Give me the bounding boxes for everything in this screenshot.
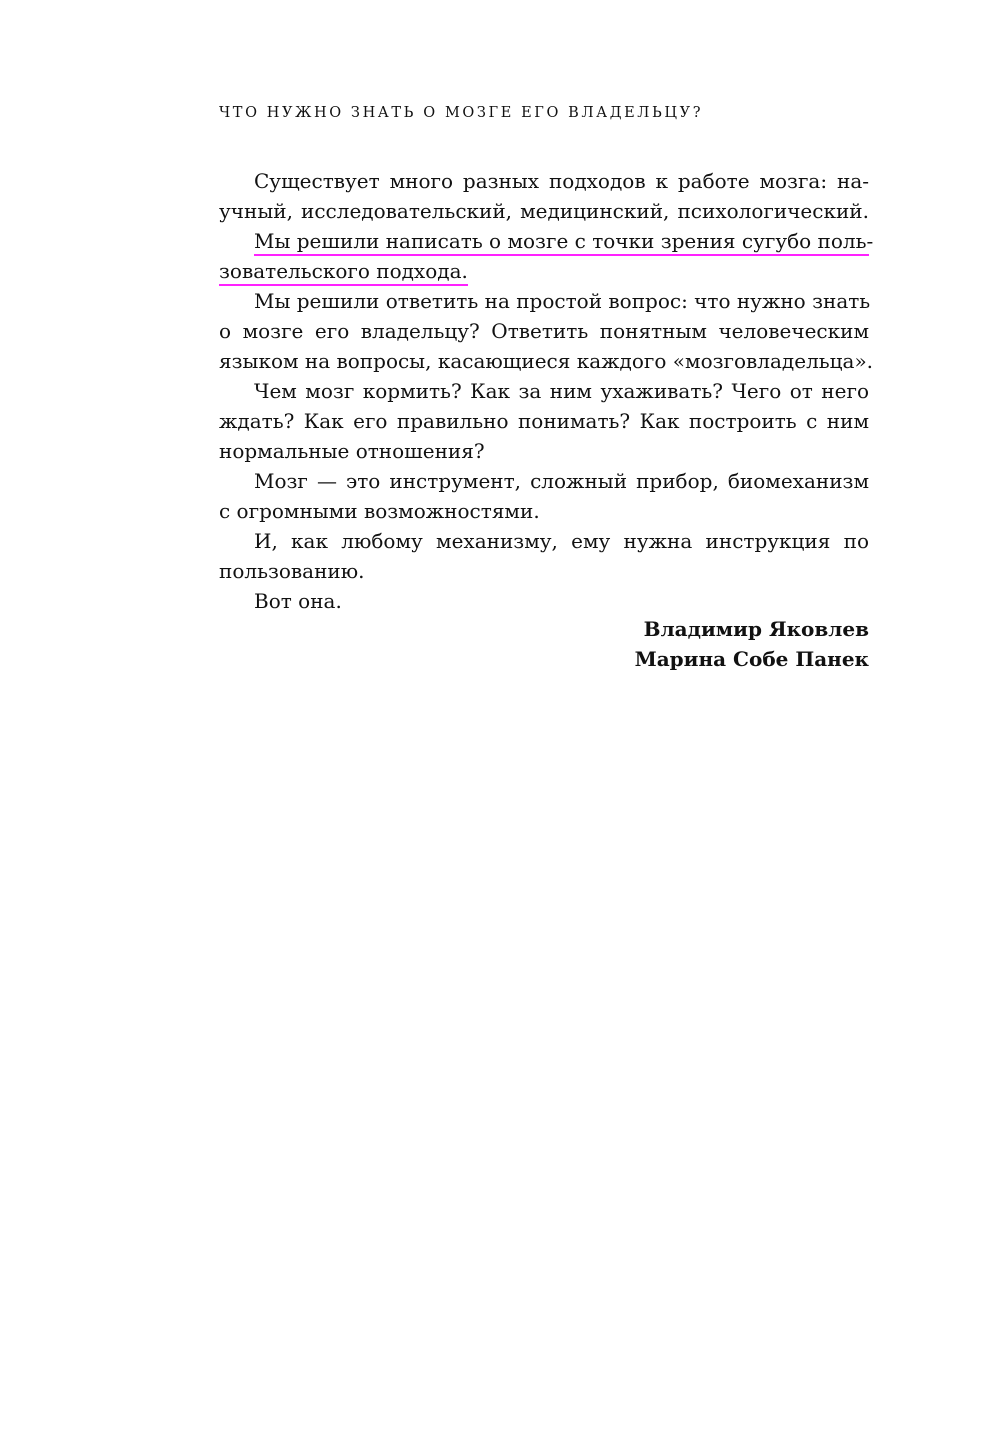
paragraph-1-line-2: учный, исследовательский, медицинский, психологический. [219,199,869,223]
paragraph-3-line-2: о мозге его владельцу? Ответить понятным человеческим [219,319,869,343]
highlighted-text-line-1[interactable]: Мы решили написать о мозге с точки зрения сугубо поль- [254,226,869,256]
paragraph-6-line-1: И, как любому механизму, ему нужна инструкция по [254,529,869,553]
paragraph-5-line-1: Мозг — это инструмент, сложный прибор, биомеханизм [254,469,869,493]
paragraph-6-line-2: пользованию. [219,559,365,583]
body-text [219,166,874,616]
author-name-1: Владимир Яковлев [643,617,869,641]
paragraph-1-line-1: Существует много разных подходов к работе мозга: на- [254,169,869,193]
signature-block [635,614,869,674]
paragraph-4-line-1: Чем мозг кормить? Как за ним ухаживать? Чего от него [254,379,869,403]
paragraph-2-line-2-wrap [219,256,869,286]
running-head: ЧТО НУЖНО ЗНАТЬ О МОЗГЕ ЕГО ВЛАДЕЛЬЦУ? [219,105,704,121]
paragraph-3-line-1: Мы решили ответить на простой вопрос: что нужно знать [254,289,871,313]
paragraph-7-line-1: Вот она. [254,589,342,613]
paragraph-2-line-1-wrap [219,226,874,256]
paragraph-4-line-3: нормальные отношения? [219,439,485,463]
highlighted-text-line-2[interactable]: зовательского подхода. [219,256,468,286]
paragraph-5-line-2: с огромными возможностями. [219,499,540,523]
paragraph-3-line-3: языком на вопросы, касающиеся каждого «мозговладельца». [219,349,874,373]
author-name-2: Марина Собе Панек [634,647,869,671]
paragraph-4-line-2: ждать? Как его правильно понимать? Как построить с ним [219,409,869,433]
